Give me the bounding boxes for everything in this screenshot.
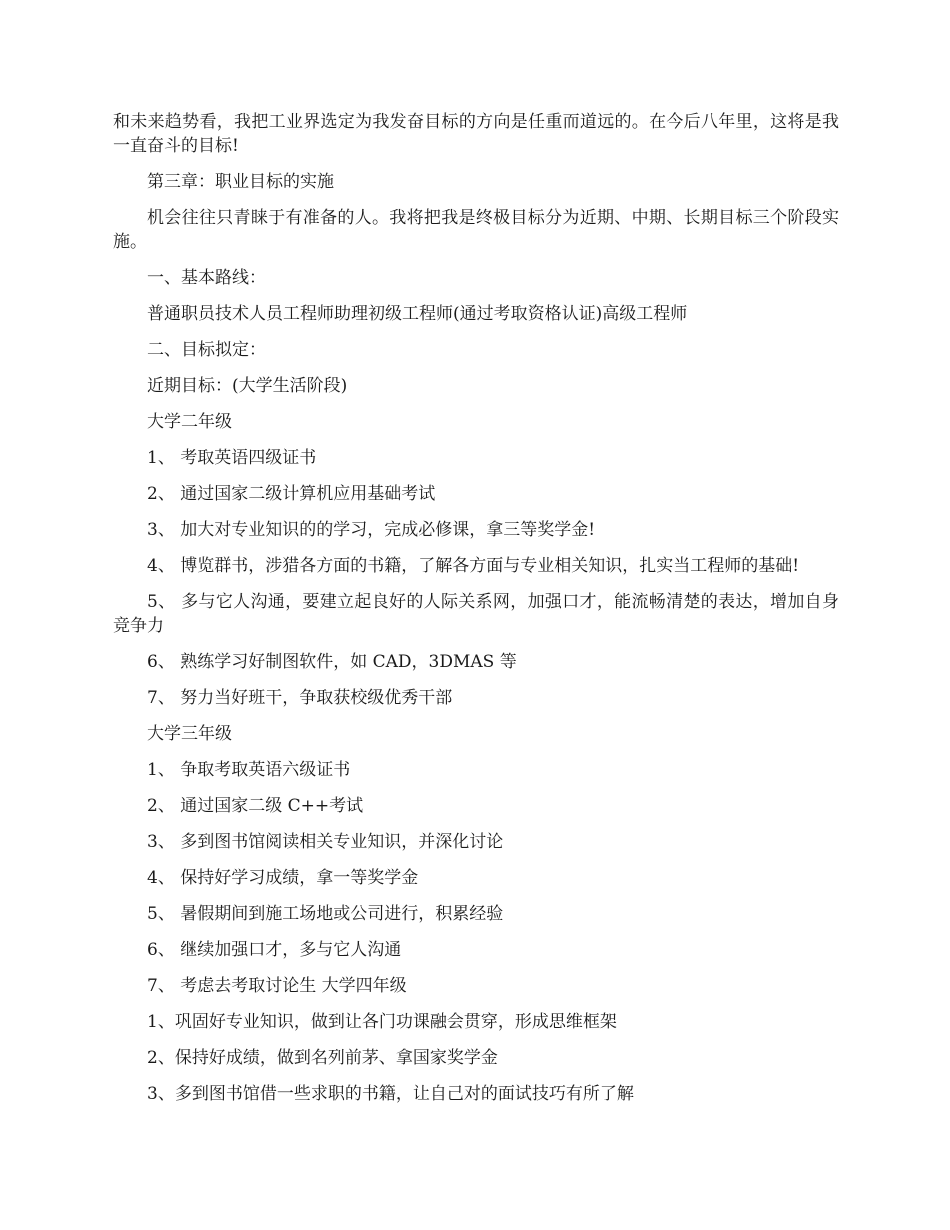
list-item: 3、 多到图书馆阅读相关专业知识，并深化讨论 — [147, 832, 504, 852]
paragraph: 机会往往只青睐于有准备的人。我将把我是终极目标分为近期、中期、长期目标三个阶段实施。 — [113, 208, 839, 252]
list-item: 2、 通过国家二级 C++考试 — [147, 796, 364, 816]
list-item: 6、 熟练学习好制图软件，如 CAD，3DMAS 等 — [147, 652, 517, 672]
list-item: 7、 考虑去考取讨论生 大学四年级 — [147, 976, 407, 996]
list-item: 5、 多与它人沟通，要建立起良好的人际关系网，加强口才，能流畅清楚的表达，增加自身竞争力 — [113, 592, 839, 636]
list-item: 7、 努力当好班干，争取获校级优秀干部 — [147, 688, 453, 708]
subheading: 近期目标：(大学生活阶段) — [147, 376, 348, 396]
chapter-heading: 第三章：职业目标的实施 — [147, 172, 334, 192]
document-body — [113, 110, 839, 1118]
section-heading: 二、目标拟定： — [147, 340, 266, 360]
list-item: 3、多到图书馆借一些求职的书籍，让自己对的面试技巧有所了解 — [147, 1084, 634, 1104]
subheading: 大学二年级 — [147, 412, 232, 432]
list-item: 4、 博览群书，涉猎各方面的书籍，了解各方面与专业相关知识，扎实当工程师的基础! — [147, 556, 800, 576]
section-heading: 一、基本路线： — [147, 268, 266, 288]
list-item: 3、 加大对专业知识的的学习，完成必修课，拿三等奖学金! — [147, 520, 596, 540]
list-item: 1、 争取考取英语六级证书 — [147, 760, 351, 780]
list-item: 5、 暑假期间到施工场地或公司进行，积累经验 — [147, 904, 504, 924]
list-item: 4、 保持好学习成绩，拿一等奖学金 — [147, 868, 419, 888]
paragraph-continuation: 和未来趋势看，我把工业界选定为我发奋目标的方向是任重而道远的。在今后八年里，这将是我一直奋斗的目标! — [113, 112, 839, 156]
list-item: 6、 继续加强口才，多与它人沟通 — [147, 940, 402, 960]
list-item: 2、保持好成绩，做到名列前茅、拿国家奖学金 — [147, 1048, 498, 1068]
list-item: 1、 考取英语四级证书 — [147, 448, 317, 468]
paragraph: 普通职员技术人员工程师助理初级工程师(通过考取资格认证)高级工程师 — [147, 304, 688, 324]
list-item: 2、 通过国家二级计算机应用基础考试 — [147, 484, 436, 504]
subheading: 大学三年级 — [147, 724, 232, 744]
list-item: 1、巩固好专业知识，做到让各门功课融会贯穿，形成思维框架 — [147, 1012, 617, 1032]
